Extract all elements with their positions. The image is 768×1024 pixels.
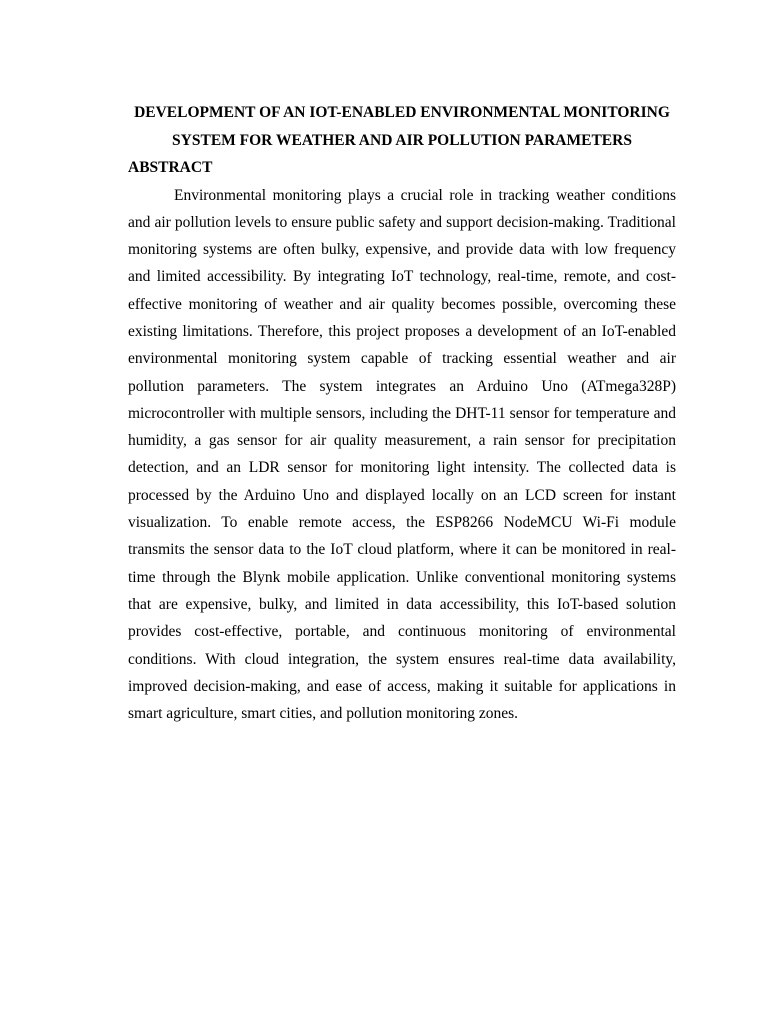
document-content <box>128 99 676 727</box>
document-title: DEVELOPMENT OF AN IOT-ENABLED ENVIRONMENTAL MONITORING SYSTEM FOR WEATHER AND AIR POLLUTION PARAMETERS <box>134 104 670 149</box>
abstract-heading: ABSTRACT <box>128 159 213 176</box>
abstract-paragraph: Environmental monitoring plays a crucial role in tracking weather conditions and air pollution levels to ensure public safety and support decision-making. Traditional monitoring systems are often bulky, expensive, and provide data with low frequency and limited accessibility. By integrating IoT technology, real-time, remote, and cost-effective monitoring of weather and air quality becomes possible, overcoming these existing limitations. Therefore, this project proposes a development of an IoT-enabled environmental monitoring system capable of tracking essential weather and air pollution parameters. The system integrates an Arduino Uno (ATmega328P) microcontroller with multiple sensors, including the DHT-11 sensor for temperature and humidity, a gas sensor for air quality measurement, a rain sensor for precipitation detection, and an LDR sensor for monitoring light intensity. The collected data is processed by the Arduino Uno and displayed locally on an LCD screen for instant visualization. To enable remote access, the ESP8266 NodeMCU Wi-Fi module transmits the sensor data to the IoT cloud platform, where it can be monitored in real-time through the Blynk mobile application. Unlike conventional monitoring systems that are expensive, bulky, and limited in data accessibility, this IoT-based solution provides cost-effective, portable, and continuous monitoring of environmental conditions. With cloud integration, the system ensures real-time data availability, improved decision-making, and ease of access, making it suitable for applications in smart agriculture, smart cities, and pollution monitoring zones. <box>128 186 676 723</box>
